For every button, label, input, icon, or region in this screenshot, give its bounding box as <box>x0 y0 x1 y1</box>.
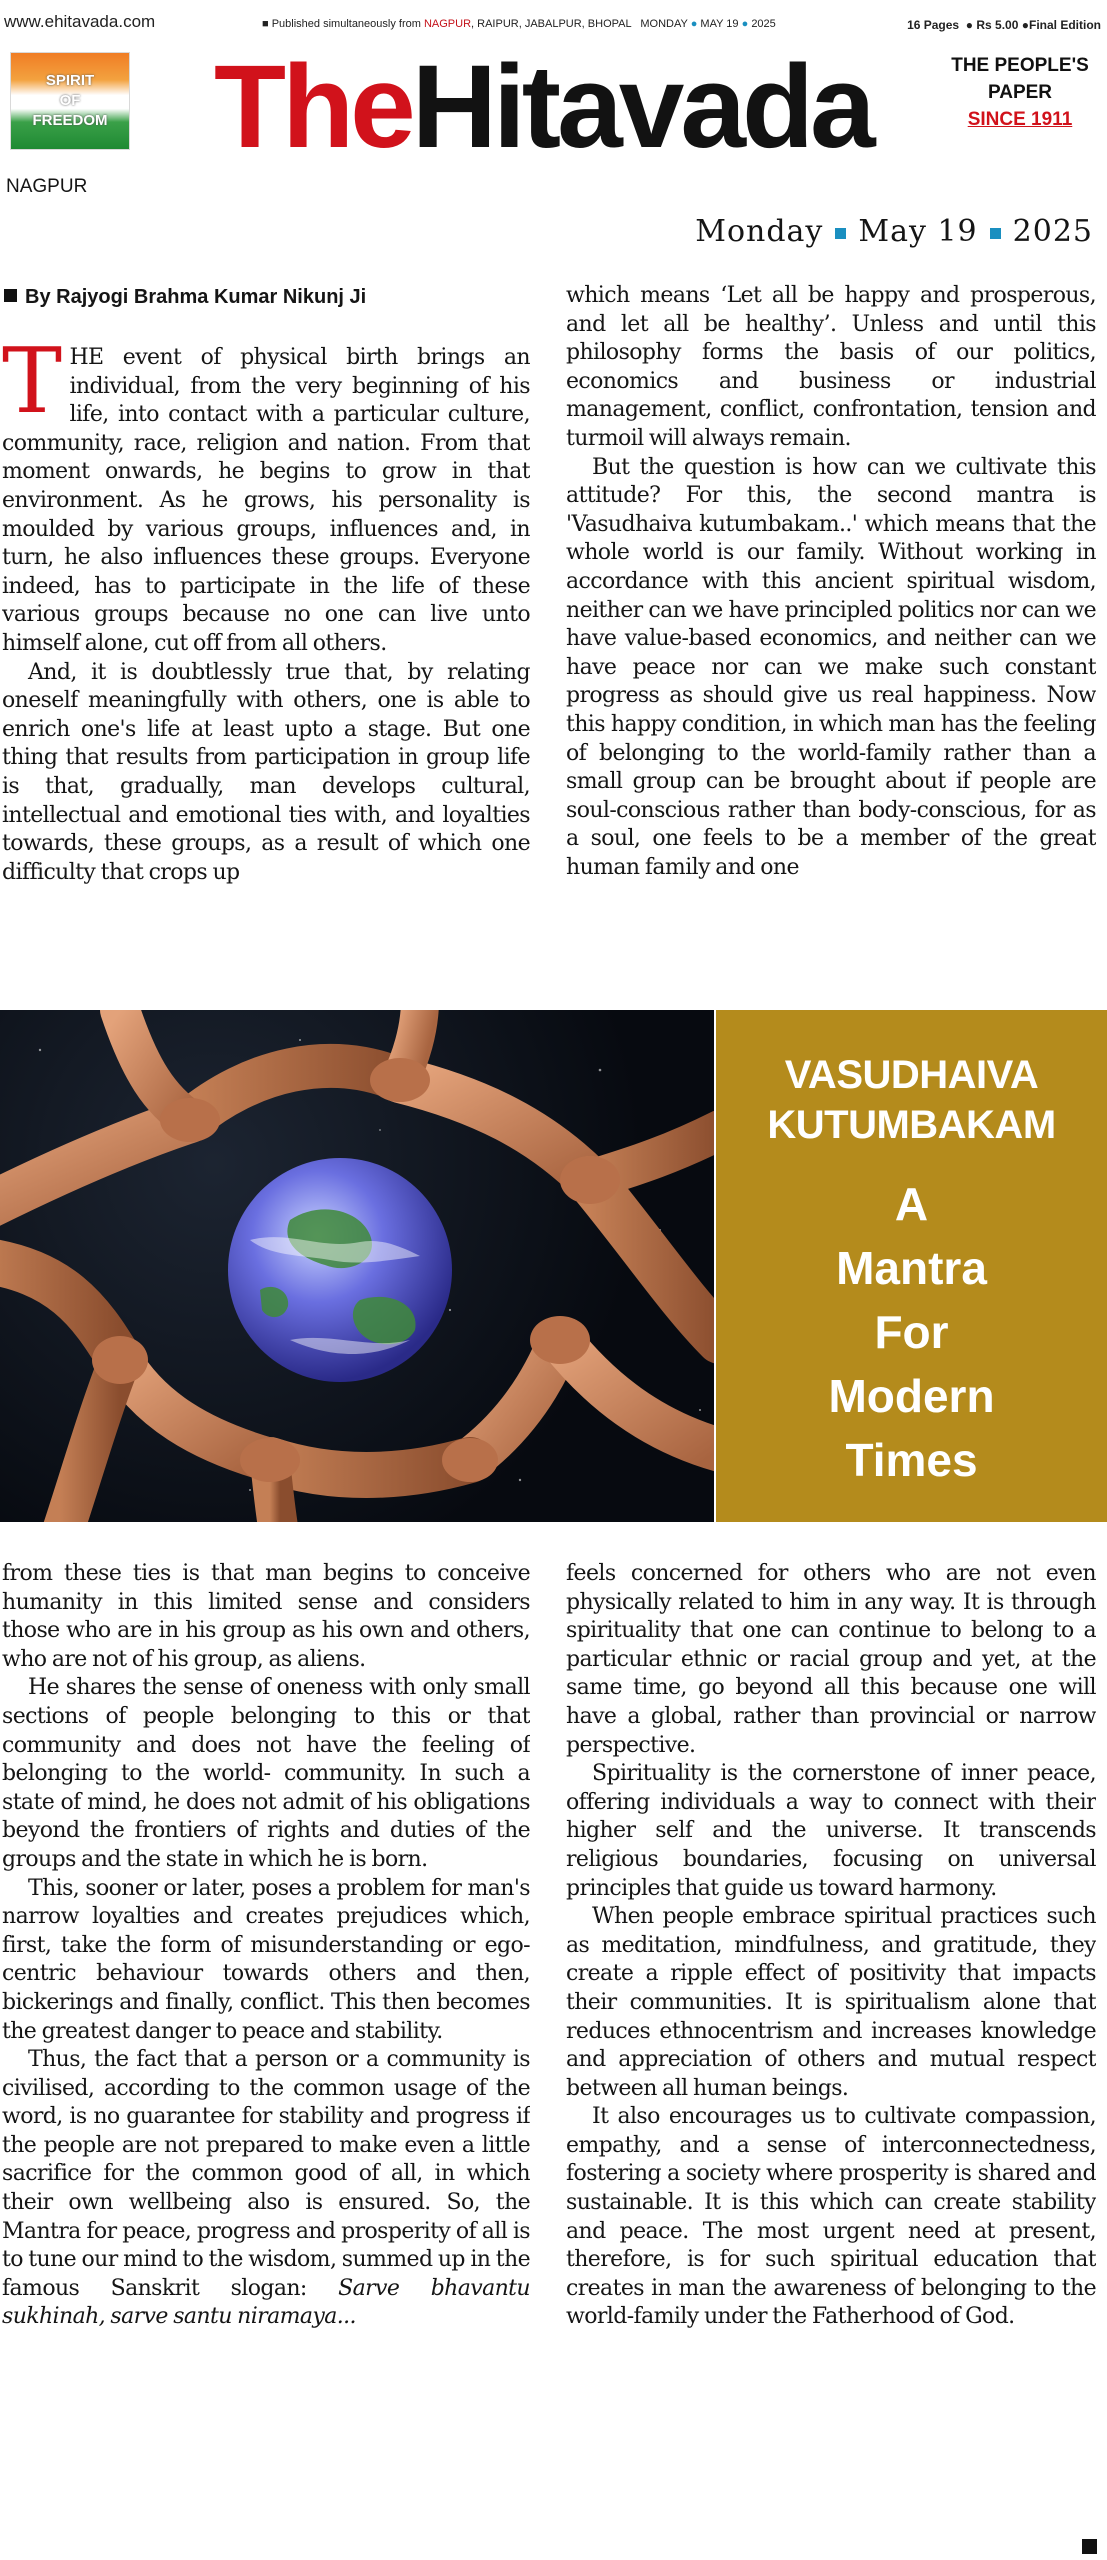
masthead-hitavada: Hitavada <box>411 41 872 173</box>
tagline-line: THE PEOPLE'S <box>951 55 1089 76</box>
badge-line: FREEDOM <box>32 112 108 129</box>
article-paragraph: feels concerned for others who are not even physically related to him in any way. It is through spirituality that one can continue to belong to a particular ethnic or racial group and yet, at the same time, go beyond all this because one will have a global, rather than provincial or narrow perspective. <box>566 1561 1096 1758</box>
square-icon <box>4 289 17 302</box>
price: Rs 5.00 <box>976 18 1019 32</box>
paragraph-text: Thus, the fact that a person or a community is civilised, according to the common usage of the word, is no guarantee for stability and progress if the people are not prepared to make even a little sacrifice for the common good of all, in which their own wellbeing also is ensured. So, the Mantra for peace, progress and prosperity of all is to tune our mind to the wisdom, summed up in the famous Sanskrit slogan: <box>2 2047 530 2301</box>
edition-info <box>907 18 1101 32</box>
article-paragraph <box>2 2046 530 2332</box>
dateline <box>695 214 1093 249</box>
article-banner <box>0 1010 1107 1522</box>
edition-city: NAGPUR <box>6 176 88 197</box>
article-column-3 <box>2 1560 530 2550</box>
drop-cap: T <box>2 344 62 434</box>
byline <box>4 286 366 309</box>
dot-icon: ● <box>965 18 974 32</box>
paragraph-text: HE event of physical birth brings an individual, from the very beginning of his life, into contact with a particular culture, community, race, religion and nation. From that moment onwards, he begins to grow in that environment. As he grows, his personality is moulded by various groups, influences and, in turn, he also influences these groups. Everyone indeed, has to participate in the life of these various groups because no one can live unto himself alone, cut off from all others. <box>2 345 530 656</box>
top-day: MONDAY <box>640 18 688 30</box>
tagline <box>945 52 1095 133</box>
article-paragraph: It also encourages us to cultivate compassion, empathy, and a sense of interconnectedness, fostering a society where prosperity is shared and sustainable. It is this which can create stability and peace. The most urgent need at present, therefore, is for such spiritual education that creates in man the awareness of belonging to the world-family under the Fatherhood of God. <box>566 2104 1096 2330</box>
end-of-article-mark <box>1082 2539 1097 2554</box>
byline-text: By Rajyogi Brahma Kumar Nikunj Ji <box>25 286 367 308</box>
article-paragraph: He shares the sense of oneness with only small sections of people belonging to this or that community and does not have the feeling of belonging to the world- community. In such a state of mind, he does not admit of his obligations beyond the frontiers of rights and duties of the groups and the state in which he is born. <box>2 1675 530 1872</box>
banner-subtitle-line: A <box>894 1178 929 1230</box>
banner-subtitle-line: Modern <box>828 1370 995 1422</box>
dot-icon: ● <box>690 18 698 30</box>
linked-hands-globe-image <box>0 1010 714 1522</box>
dateline-date: May 19 <box>858 214 978 249</box>
article-column-4 <box>566 1560 1096 2550</box>
masthead-logo <box>214 32 934 182</box>
banner-subtitle-line: For <box>874 1306 949 1358</box>
publication-info <box>262 18 776 30</box>
square-icon: ■ <box>262 18 269 30</box>
tagline-line: PAPER <box>987 82 1053 103</box>
banner-title-panel <box>716 1010 1107 1522</box>
published-prefix: Published simultaneously from <box>271 18 421 30</box>
article-paragraph: When people embrace spiritual practices such as meditation, mindfulness, and gratitude, they create a ripple effect of positivity that impacts their communities. It is spiritualism alone that reduces ethnocentrism and increases knowledge and appreciation of others and mutual respect between all human beings. <box>566 1904 1096 2101</box>
dateline-day: Monday <box>695 214 824 249</box>
banner-subtitle <box>716 1172 1107 1492</box>
top-year: 2025 <box>751 18 776 30</box>
tagline-since: SINCE 1911 <box>967 109 1073 130</box>
dot-icon: ● <box>741 18 749 30</box>
article-paragraph <box>2 344 530 659</box>
square-icon <box>990 228 1001 239</box>
badge-line: SPIRIT <box>45 72 95 89</box>
dateline-year: 2025 <box>1012 214 1093 249</box>
top-date: MAY 19 <box>700 18 739 30</box>
article-paragraph: from these ties is that man begins to conceive humanity in this limited sense and considers those who are in his group as his own and others, who are not of his group, as aliens. <box>2 1561 530 1672</box>
spirit-of-freedom-badge <box>10 52 130 150</box>
article-column-2 <box>566 282 1096 996</box>
masthead-the: The <box>214 41 412 173</box>
article-paragraph: Spirituality is the cornerstone of inner peace, offering individuals a way to connect with their higher self and the universe. It transcends religious boundaries, focusing on universal principles that guide us toward harmony. <box>566 1761 1096 1901</box>
published-rest: , RAIPUR, JABALPUR, BHOPAL <box>471 18 632 30</box>
edition: Final Edition <box>1029 18 1101 32</box>
top-info-bar <box>0 6 1107 32</box>
article-paragraph: But the question is how can we cultivate this attitude? For this, the second mantra is 'Vasudhaiva kutumbakam..' which means that the whole world is our family. Without working in accordance with this ancient spiritual wisdom, neither can we have principled politics nor can we have value-based economics, and neither can we have peace nor can we make such constant progress as should give us real happiness. Now this happy condition, in which man has the feeling of belonging to the world-family rather than a small group can be brought about if people are soul-conscious rather than body-conscious, for as a soul, one feels to be a member of the great human family and one <box>566 454 1096 880</box>
article-paragraph: which means ‘Let all be happy and prosperous, and let all be healthy’. Unless and until this philosophy forms the basis of our politics, economics and business or industrial management, conflict, confrontation, tension and turmoil will always remain. <box>566 283 1096 451</box>
published-first-city: NAGPUR <box>423 18 472 30</box>
banner-subtitle-line: Times <box>845 1434 978 1486</box>
banner-subtitle-line: Mantra <box>836 1242 987 1294</box>
banner-title-line: VASUDHAIVA <box>784 1053 1039 1097</box>
website-url[interactable]: www.ehitavada.com <box>4 12 156 31</box>
sanskrit-slogan: Sarve bhavantu sukhinah, sarve santu niramaya... <box>2 2275 530 2330</box>
banner-title <box>716 1050 1107 1150</box>
banner-title-line: KUTUMBAKAM <box>767 1103 1056 1147</box>
badge-line: OF <box>59 92 81 109</box>
page-count: 16 Pages <box>907 18 960 32</box>
article-paragraph: This, sooner or later, poses a problem for man's narrow loyalties and creates prejudices which, first, take the form of misunderstanding or ego-centric behaviour towards others and then, bickerings and finally, conflict. This then becomes the greatest danger to peace and stability. <box>2 1875 530 2044</box>
dot-icon: ● <box>1021 18 1029 32</box>
article-paragraph: And, it is doubtlessly true that, by relating oneself meaningfully with others, one is able to enrich one's life at least upto a stage. But one thing that results from participation in group life is that, gradually, man develops cultural, intellectual and emotional ties with, and loyalties towards, these groups, as a result of which one difficulty that crops up <box>2 659 530 885</box>
article-column-1 <box>2 344 530 996</box>
square-icon <box>835 228 846 239</box>
